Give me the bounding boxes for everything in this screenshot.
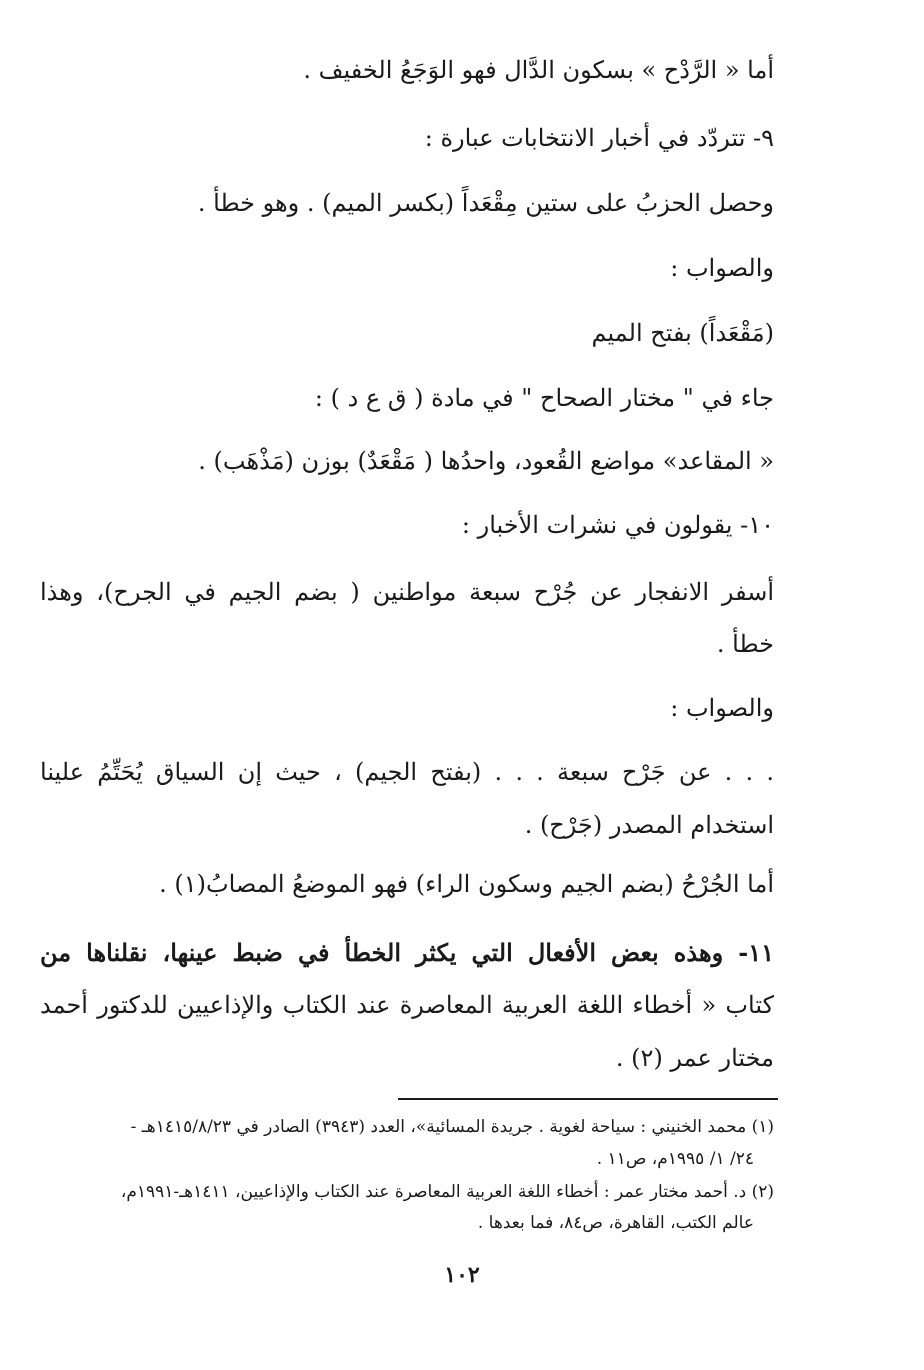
correct-label: والصواب : — [670, 254, 774, 282]
body-line-1: أما « الرَّدْح » بسكون الدَّال فهو الوَجَعُ الخفيف . — [303, 56, 774, 84]
body-line-13: استخدام المصدر (جَرْح) . — [524, 811, 774, 839]
item-10-heading: ١٠- يقولون في نشرات الأخبار : — [461, 511, 774, 539]
body-line-12: . . . عن جَرْح سبعة . . . (بفتح الجيم) ، حيث إن السياق يُحَتِّمُ علينا — [40, 758, 774, 786]
body-line-16: كتاب « أخطاء اللغة العربية المعاصرة عند الكتاب والإذاعيين للدكتور أحمد — [40, 991, 774, 1019]
item-11-heading: ١١- وهذه بعض الأفعال التي يكثر الخطأ في ضبط عينها، نقلناها من — [40, 938, 774, 967]
body-line-3: وحصل الحزبُ على ستين مِقْعَداً (بكسر الميم) . وهو خطأ . — [197, 189, 774, 217]
footnote-1-continued: ٢٤/ ١/ ١٩٩٥م، ص١١ . — [596, 1149, 754, 1169]
correct-label-2: والصواب : — [670, 694, 774, 722]
footnote-2-continued: عالم الكتب، القاهرة، ص٨٤، فما بعدها . — [477, 1213, 754, 1233]
item-9-heading: ٩- تتردّد في أخبار الانتخابات عبارة : — [424, 124, 774, 152]
body-line-7: « المقاعد» مواضع القُعود، واحدُها ( مَقْعَدٌ) بوزن (مَذْهَب) . — [198, 447, 774, 475]
body-line-9: أسفر الانفجار عن جُرْح سبعة مواطنين ( بضم الجيم في الجرح)، وهذا — [40, 578, 774, 606]
body-line-14: أما الجُرْحُ (بضم الجيم وسكون الراء) فهو الموضعُ المصابُ(١) . — [159, 870, 774, 898]
body-line-6: جاء في " مختار الصحاح " في مادة ( ق ع د ) : — [314, 384, 774, 412]
body-line-17: مختار عمر (٢) . — [615, 1044, 774, 1072]
footnote-separator — [398, 1098, 778, 1100]
body-line-10: خطأ . — [716, 630, 774, 658]
page-number: ١٠٢ — [444, 1262, 480, 1288]
footnote-2: (٢) د. أحمد مختار عمر : أخطاء اللغة العربية المعاصرة عند الكتاب والإذاعيين، ١٤١١هـ-١٩٩١م، — [120, 1182, 774, 1202]
body-line-5: (مَقْعَداً) بفتح الميم — [591, 319, 774, 347]
footnote-1: (١) محمد الخنيني : سياحة لغوية . جريدة المسائية»، العدد (٣٩٤٣) الصادر في ١٤١٥/٨/٢٣هـ - — [130, 1117, 774, 1137]
